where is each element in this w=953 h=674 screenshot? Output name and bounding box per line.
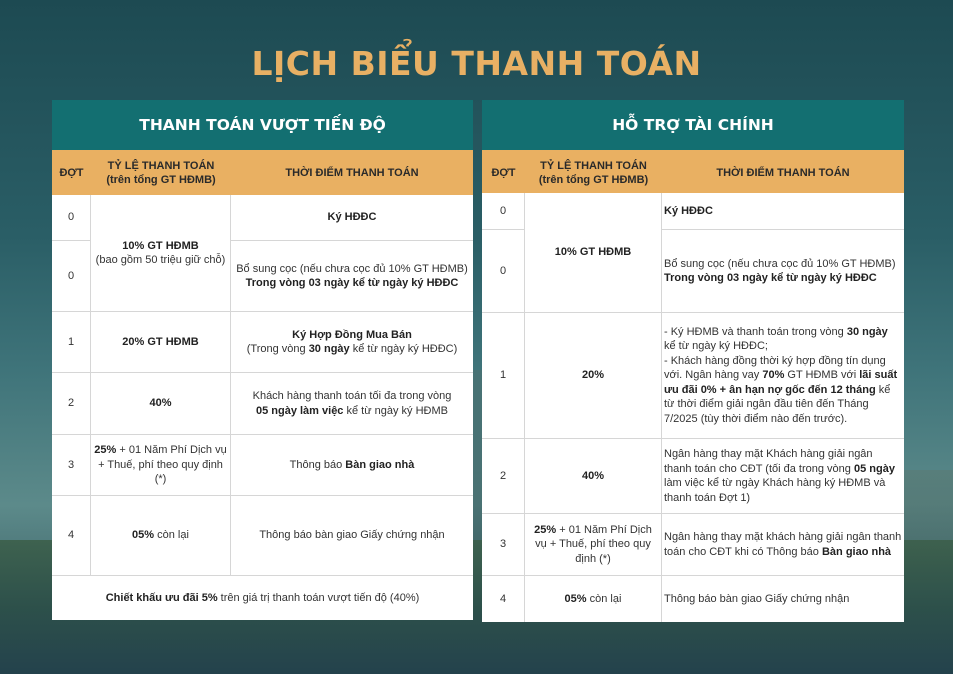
dot-value: 0: [499, 204, 507, 217]
table-row-dot: [482, 439, 525, 514]
table-row-dot: [482, 514, 525, 576]
time-text-bold: Trong vòng 03 ngày kể từ ngày ký HĐĐC: [664, 272, 877, 284]
rate-value: 05%: [564, 592, 587, 605]
table-row-time: [231, 195, 473, 241]
dot-value: 0: [67, 211, 75, 224]
time-text-bold: Ký HĐĐC: [664, 204, 713, 217]
time-text: Ngân hàng thay mặt khách hàng giải ngân thanh toán cho CĐT khi có Thông báo: [664, 531, 902, 558]
table-row-time: [662, 313, 904, 439]
rate-value: 40%: [581, 469, 605, 482]
rate-value: 20% GT HĐMB: [122, 335, 199, 348]
table-row-time: [662, 193, 904, 230]
table-row-dot: [52, 195, 91, 241]
time-text-bold: 05 ngày làm việc: [255, 404, 344, 417]
table-row-dot: [52, 435, 91, 496]
table-financial-support: [482, 100, 904, 622]
time-text: kể từ ngày ký HĐĐC): [349, 343, 458, 355]
table-row-time: [231, 435, 473, 496]
time-text: kể từ thời điểm giải ngân đầu tiên đến Tháng 7/2025 (tùy thời điểm nào đến trước).: [664, 383, 891, 425]
table-row-time: [231, 241, 473, 312]
time-text-bold: 30 ngày: [846, 325, 888, 338]
page-title: LỊCH BIỂU THANH TOÁN: [251, 44, 702, 83]
time-text-bold: Ký Hợp Đồng Mua Bán: [292, 328, 412, 341]
time-text: kể từ ngày ký HĐĐC;: [664, 340, 768, 353]
table-row-time: [662, 230, 904, 313]
table-row-time: [662, 576, 904, 622]
table-row-rate: [525, 439, 662, 514]
col-header-rate: [91, 150, 231, 195]
col-header-dot: ĐỢT: [482, 150, 525, 195]
rate-value: 25%: [94, 444, 117, 457]
table-row-time: [231, 373, 473, 435]
rate-note: còn lại: [154, 529, 189, 542]
table-row-time: [231, 496, 473, 576]
dot-value: 1: [67, 335, 75, 348]
dot-value: 0: [67, 269, 75, 282]
col-header-time: THỜI ĐIỂM THANH TOÁN: [231, 150, 473, 195]
panel-heading: HỖ TRỢ TÀI CHÍNH: [482, 100, 904, 150]
col-header-rate-line1: TỶ LỆ THANH TOÁN: [540, 159, 647, 172]
panel-heading: THANH TOÁN VƯỢT TIẾN ĐỘ: [52, 100, 473, 150]
table-row-rate: [91, 312, 231, 373]
time-text: - Ký HĐMB và thanh toán trong vòng: [664, 325, 847, 338]
table-row-time: [662, 514, 904, 576]
time-text: Thông báo bàn giao Giấy chứng nhận: [259, 529, 445, 542]
discount-note-bold: Chiết khấu ưu đãi 5%: [105, 592, 218, 604]
time-text: Bổ sung cọc (nếu chưa cọc đủ 10% GT HĐMB): [236, 262, 468, 275]
time-text: kể từ ngày ký HĐMB: [343, 404, 448, 417]
dot-value: 4: [499, 592, 507, 605]
rate-note: còn lại: [586, 592, 622, 605]
rate-note: (bao gồm 50 triệu giữ chỗ): [95, 254, 226, 266]
rate-value: 40%: [149, 397, 172, 410]
discount-note-text: trên giá trị thanh toán vượt tiến độ (40%): [217, 592, 420, 604]
col-header-time: THỜI ĐIỂM THANH TOÁN: [662, 150, 904, 195]
time-text: Bổ sung cọc (nếu chưa cọc đủ 10% GT HĐMB): [664, 257, 896, 270]
time-text: Thông báo: [289, 458, 346, 471]
table-row-rate: [525, 313, 662, 439]
time-text-bold: Bàn giao nhà: [345, 458, 415, 471]
table-row-rate-merged: [91, 195, 231, 312]
time-text-bold: 05 ngày: [853, 462, 895, 475]
rate-value: 05%: [132, 529, 155, 542]
dot-value: 2: [499, 469, 507, 482]
time-text: Thông báo bàn giao Giấy chứng nhận: [664, 592, 850, 605]
time-text: Khách hàng thanh toán tối đa trong vòng: [252, 390, 452, 402]
time-text: Ký HĐĐC: [327, 211, 377, 224]
table-row-rate: [525, 576, 662, 622]
rate-value: 10% GT HĐMB: [122, 239, 199, 252]
rate-value: 20%: [581, 369, 605, 382]
table-row-dot: [482, 193, 525, 230]
time-text-bold: 30 ngày: [308, 343, 350, 355]
time-text: (Trong vòng: [246, 343, 309, 355]
table-payment-ahead: [52, 100, 473, 620]
time-text: Ngân hàng thay mặt Khách hàng giải ngân thanh toán cho CĐT (tối đa trong vòng: [664, 448, 873, 475]
rate-value: 25%: [534, 523, 557, 536]
table-row-dot: [482, 230, 525, 313]
rate-note: + 01 Năm Phí Dịch vụ + Thuế, phí theo quy định (*): [535, 523, 652, 565]
col-header-rate-line1: TỶ LỆ THANH TOÁN: [107, 159, 215, 172]
table-row-dot: [52, 373, 91, 435]
table-row-rate: [91, 496, 231, 576]
time-text-bold: lãi suất ưu đãi 0% + ân hạn nợ gốc đến 12 tháng: [664, 369, 898, 396]
table-row-rate: [91, 373, 231, 435]
dot-value: 4: [67, 529, 75, 542]
table-row-dot: [52, 241, 91, 312]
table-row-time: [662, 439, 904, 514]
table-row-rate: [91, 435, 231, 496]
table-row-rate-merged: [525, 193, 662, 313]
table-row-rate: [525, 514, 662, 576]
time-text: làm việc kể từ ngày Khách hàng ký HĐMB và thanh toán Đợt 1): [664, 477, 886, 504]
rate-note: + 01 Năm Phí Dịch vụ + Thuế, phí theo quy định (*): [98, 444, 227, 486]
table-row-dot: [52, 496, 91, 576]
time-text: GT HĐMB với: [784, 369, 860, 382]
time-text-bold: Trong vòng 03 ngày kể từ ngày ký HĐĐC: [245, 277, 459, 289]
table-row-dot: [482, 313, 525, 439]
table-row-dot: [482, 576, 525, 622]
dot-value: 2: [67, 397, 75, 410]
dot-value: 3: [67, 458, 75, 471]
table-row-dot: [52, 312, 91, 373]
discount-note: [52, 576, 473, 620]
table-row-time: [231, 312, 473, 373]
dot-value: 3: [499, 538, 507, 551]
dot-value: 1: [499, 369, 507, 382]
time-text-bold: 70%: [762, 369, 785, 382]
time-text-bold: Bàn giao nhà: [821, 545, 892, 558]
col-header-dot: ĐỢT: [52, 150, 91, 195]
col-header-rate: [525, 150, 662, 195]
rate-value: 10% GT HĐMB: [554, 246, 632, 259]
dot-value: 0: [499, 264, 507, 277]
time-text: - Khách hàng đồng thời ký hợp đồng tín dụng với. Ngân hàng vay: [664, 354, 886, 382]
col-header-rate-line2: (trên tổng GT HĐMB): [106, 173, 216, 186]
col-header-rate-line2: (trên tổng GT HĐMB): [538, 173, 649, 186]
